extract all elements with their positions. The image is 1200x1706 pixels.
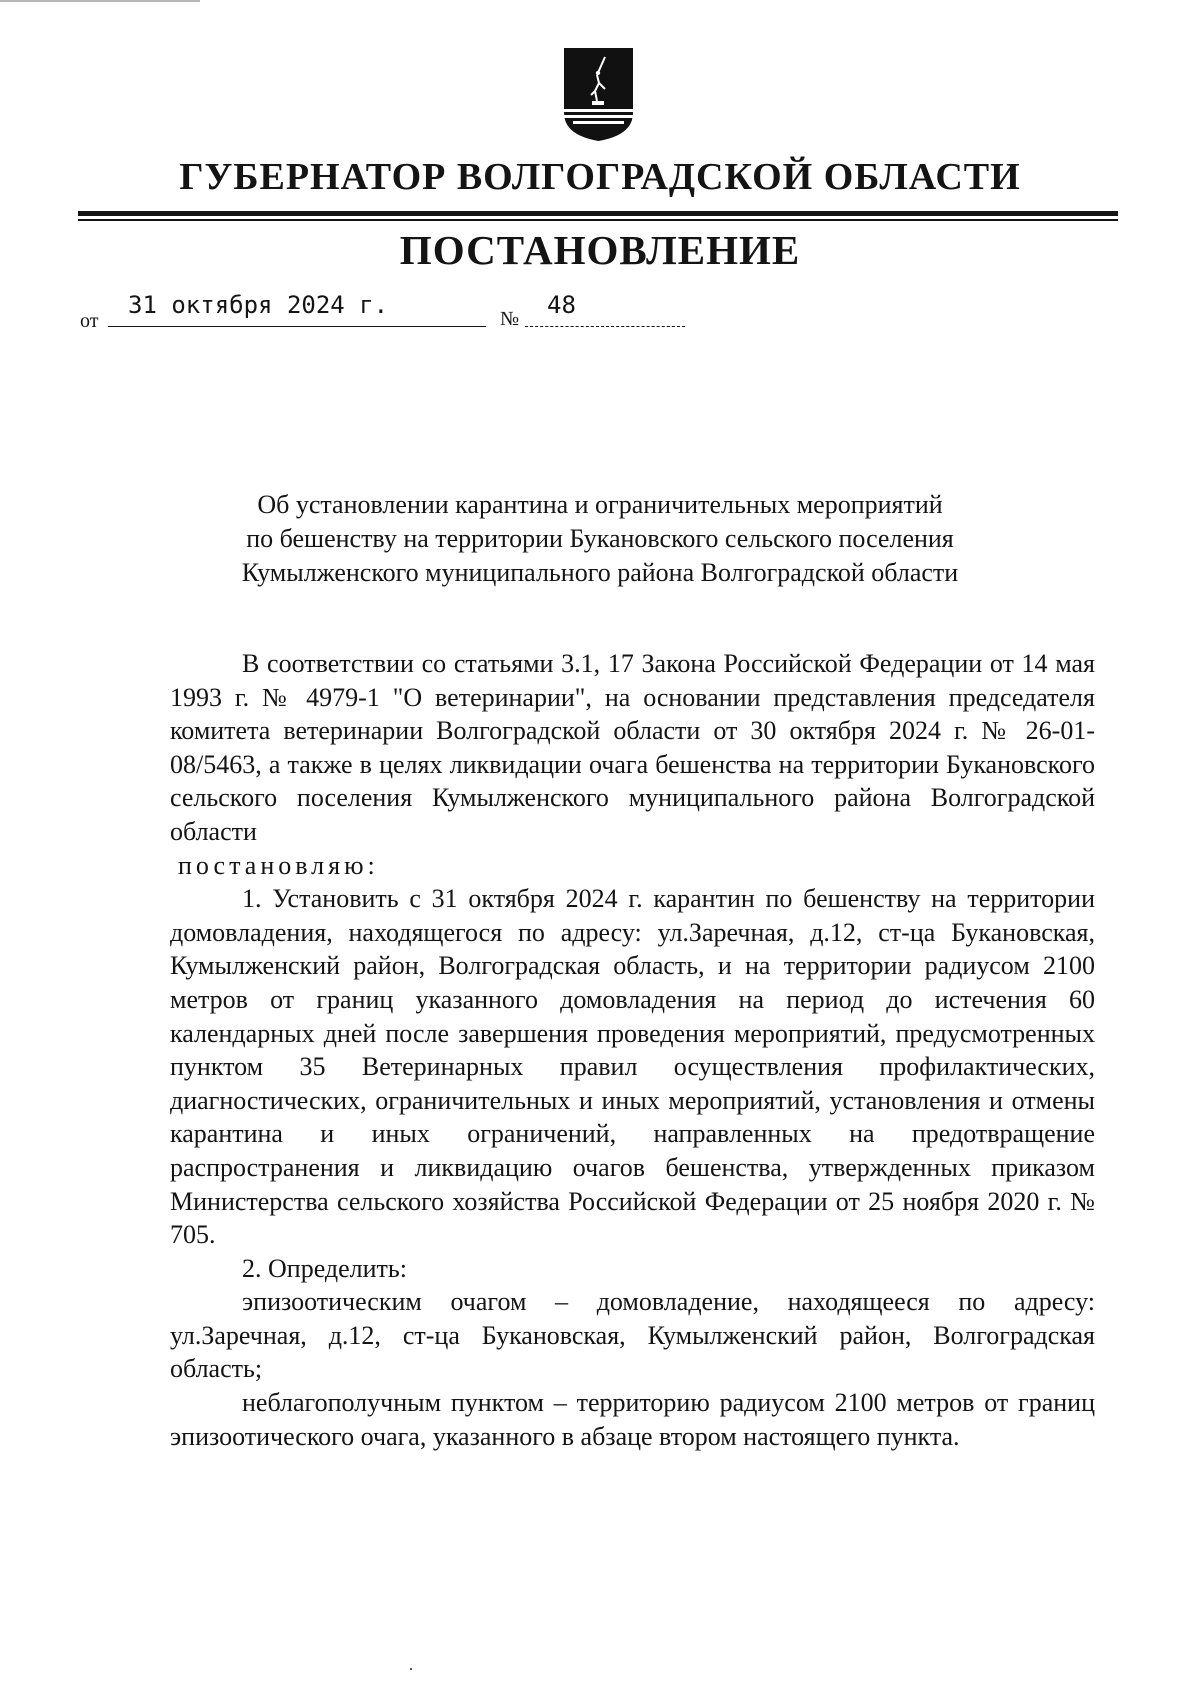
preamble-paragraph: В соответствии со статьями 3.1, 17 Закона Российской Федерации от 14 мая 1993 г. № 4979-1 "О ветеринарии", на основании представления председателя комитета ветеринарии Волгоградской области от 30 октября 2024 г. № 26-01-08/5463, а также в целях ликвидации очага бешенства на территории Букановского сельского поселения Кумылженского муниципального района Волгоградской области	[170, 649, 1095, 846]
header-rule-thick	[78, 211, 1118, 216]
document-type-title: ПОСТАНОВЛЕНИЕ	[399, 227, 801, 273]
item-1-paragraph: 1. Установить с 31 октября 2024 г. карантин по бешенству на территории домовладения, находящегося по адресу: ул.Заречная, д.12, ст-ца Букановская, Кумылженский район, Волгоградская область, и на территории радиусом 2100 метров от границ указанного домовладения на период до истечения 60 календарных дней после завершения проведения мероприятий, предусмотренных пунктом 35 Ветеринарных правил осуществления профилактических, диагностических, ограничительных и иных мероприятий, установления и отмены карантина и иных ограничений, направленных на предотвращение распространения и ликвидацию очагов бешенства, утвержденных приказом Министерства сельского хозяйства Российской Федерации от 25 ноября 2020 г. № 705.	[170, 884, 1095, 1250]
subject-line: Кумылженского муниципального района Волгоградской области	[241, 558, 959, 587]
decree-word: постановляю:	[178, 850, 379, 880]
header-rule-thin	[78, 219, 1118, 221]
number-underline	[525, 326, 685, 328]
authority-title: ГУБЕРНАТОР ВОЛГОГРАДСКОЙ ОБЛАСТИ	[179, 156, 1021, 198]
subject-line: Об установлении карантина и ограничительных мероприятий	[257, 490, 943, 519]
coat-of-arms-icon	[561, 45, 636, 143]
document-subject	[140, 488, 1060, 590]
document-body	[170, 647, 1095, 1453]
item-2-area-paragraph: неблагополучным пунктом – территорию радиусом 2100 метров от границ эпизоотического очага, указанного в абзаце втором настоящего пункта.	[170, 1388, 1095, 1451]
item-2-focus-paragraph: эпизоотическим очагом – домовладение, находящееся по адресу: ул.Заречная, д.12, ст-ца Букановская, Кумылженский район, Волгоградская область;	[170, 1287, 1095, 1384]
scan-edge-mark	[0, 0, 200, 2]
scan-speck	[410, 1668, 412, 1670]
document-date: 31 октября 2024 г.	[128, 291, 389, 319]
subject-line: по бешенству на территории Букановского сельского поселения	[246, 524, 954, 553]
date-underline	[108, 326, 486, 327]
number-label: №	[500, 308, 520, 330]
date-label: от	[80, 310, 99, 332]
item-2-title: 2. Определить:	[242, 1253, 407, 1283]
document-number: 48	[547, 291, 576, 319]
